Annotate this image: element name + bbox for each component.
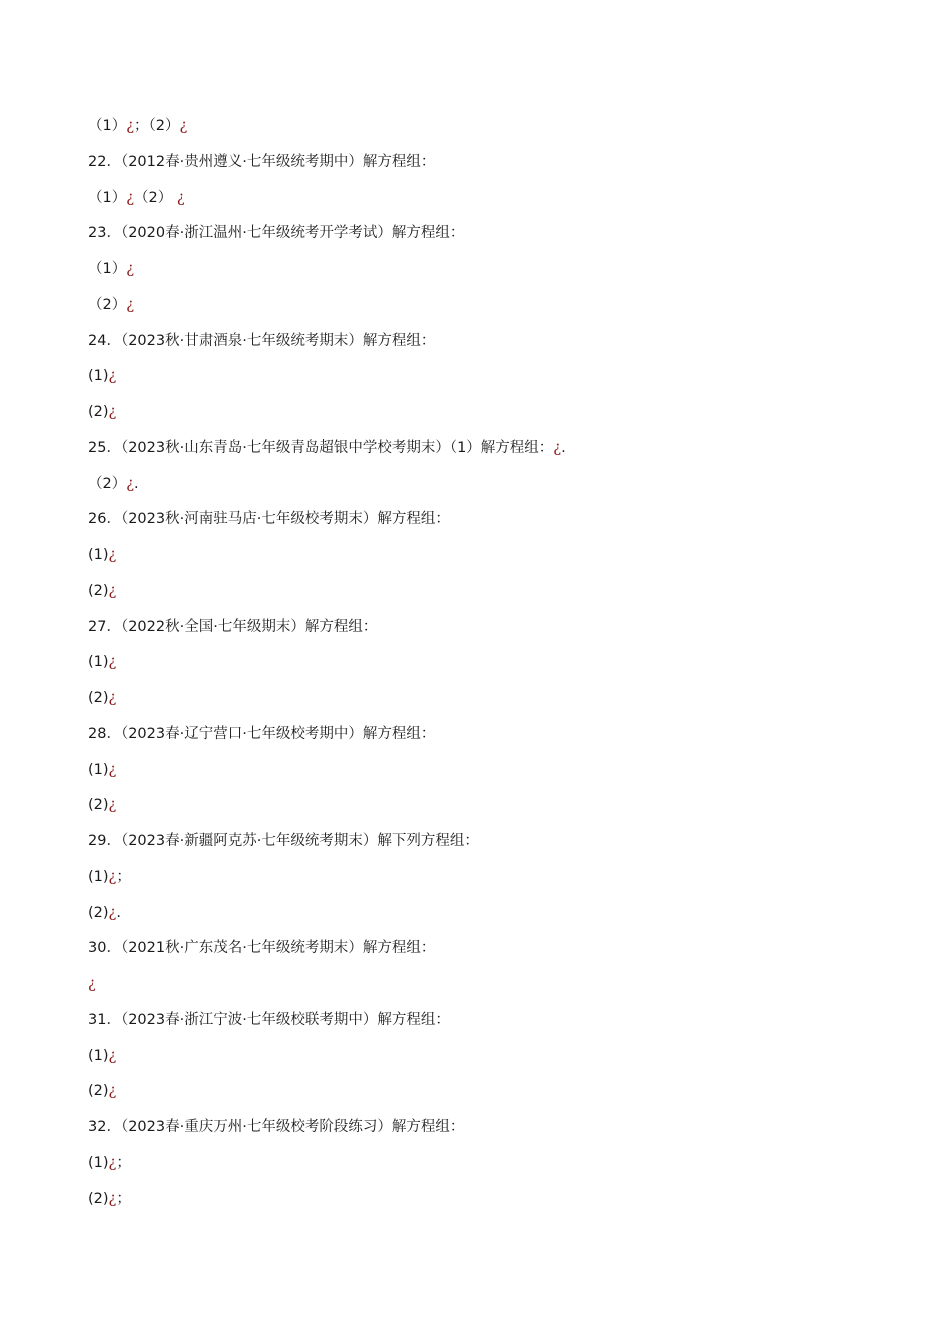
problem-heading: 27．（2022秋·全国·七年级期末）解方程组：	[88, 619, 378, 635]
missing-equation-glyph: ¿	[108, 404, 117, 420]
sub-question: (2)¿.	[88, 905, 121, 921]
sub-question: (2)¿	[88, 690, 117, 706]
missing-equation-glyph: ¿	[126, 118, 135, 134]
sub-question: (1)¿	[88, 368, 117, 384]
missing-equation-glyph: ¿	[126, 476, 135, 492]
missing-equation-glyph: ¿	[126, 261, 135, 277]
sub-question: （2）¿	[88, 297, 135, 313]
problem-heading: 24．（2023秋·甘肃酒泉·七年级统考期末）解方程组：	[88, 333, 436, 349]
sub-question: (1)¿	[88, 547, 117, 563]
sub-question: (1)¿	[88, 1048, 117, 1064]
missing-equation-glyph: ¿	[108, 797, 117, 813]
sub-question: (1)¿	[88, 654, 117, 670]
missing-equation-glyph: ¿	[108, 905, 117, 921]
sub-question: （1）¿	[88, 261, 135, 277]
problem-heading: 26．（2023秋·河南驻马店·七年级校考期末）解方程组：	[88, 511, 450, 527]
sub-question: （1）¿（2） ¿	[88, 190, 185, 206]
problem-heading: 29．（2023春·新疆阿克苏·七年级统考期末）解下列方程组：	[88, 833, 479, 849]
problem-heading: 28．（2023春·辽宁营口·七年级校考期中）解方程组：	[88, 726, 436, 742]
sub-question: (1)¿	[88, 762, 117, 778]
problem-heading: 32．（2023春·重庆万州·七年级校考阶段练习）解方程组：	[88, 1119, 465, 1135]
missing-equation-glyph: ¿	[108, 547, 117, 563]
sub-question: (2)¿	[88, 797, 117, 813]
missing-equation-glyph: ¿	[126, 297, 135, 313]
missing-equation-glyph: ¿	[126, 190, 135, 206]
missing-equation-glyph: ¿	[108, 654, 117, 670]
problem-heading: 30．（2021秋·广东茂名·七年级统考期末）解方程组：	[88, 940, 436, 956]
sub-question: (2)¿	[88, 404, 117, 420]
sub-question: (2)¿；	[88, 1191, 131, 1207]
missing-equation-glyph: ¿	[179, 118, 188, 134]
sub-question: （2）¿.	[88, 476, 139, 492]
missing-equation-glyph: ¿	[108, 869, 117, 885]
missing-equation-glyph: ¿	[108, 1083, 117, 1099]
problem-heading: 22．（2012春·贵州遵义·七年级统考期中）解方程组：	[88, 154, 436, 170]
sub-question: (2)¿	[88, 583, 117, 599]
missing-equation-glyph: ¿	[108, 583, 117, 599]
problem-heading: 23．（2020春·浙江温州·七年级统考开学考试）解方程组：	[88, 225, 465, 241]
missing-equation-glyph: ¿	[108, 690, 117, 706]
missing-equation-glyph: ¿	[108, 368, 117, 384]
missing-equation-glyph: ¿	[108, 1048, 117, 1064]
missing-equation-glyph: ¿	[176, 190, 185, 206]
missing-equation-glyph: ¿	[88, 976, 96, 992]
missing-equation-glyph: ¿	[108, 762, 117, 778]
sub-question: (1)¿；	[88, 869, 131, 885]
problem-heading: 31．（2023春·浙江宁波·七年级校联考期中）解方程组：	[88, 1012, 450, 1028]
problem-heading: 25．（2023秋·山东青岛·七年级青岛超银中学校考期末）（1）解方程组：¿.	[88, 440, 566, 456]
missing-equation-glyph: ¿	[553, 440, 562, 456]
missing-equation-glyph: ¿	[108, 1191, 117, 1207]
sub-question: (1)¿；	[88, 1155, 131, 1171]
sub-question: (2)¿	[88, 1083, 117, 1099]
sub-question: （1）¿；（2）¿	[88, 118, 188, 134]
missing-equation-glyph: ¿	[108, 1155, 117, 1171]
sub-question	[88, 972, 96, 996]
